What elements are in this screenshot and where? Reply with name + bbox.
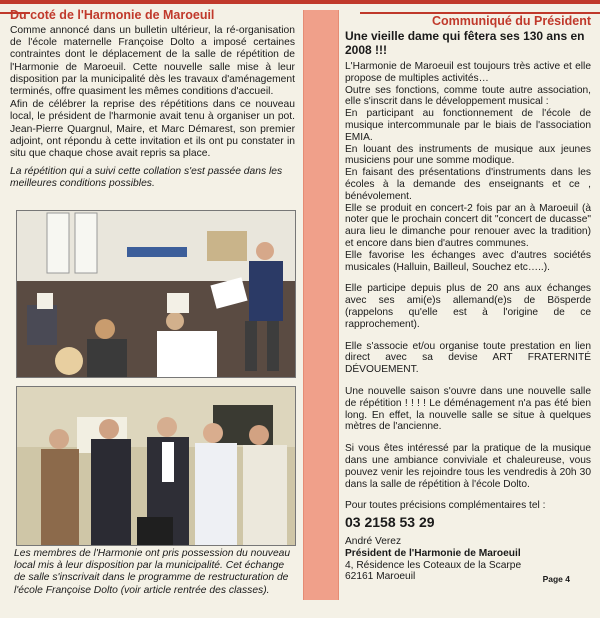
signature-role: Président de l'Harmonie de Maroeuil [345,547,521,559]
left-paragraph-2: Afin de célébrer la reprise des répétitions dans ce nouveau local, le président de l'harmonie avait tenu à organiser un pot. Jean-Pierre Quargnul, Maire, et Marc Démarest, son premier adjoint, ont répondu à cette invitation et ils ont pu constater in situ que chaque chose avait repris sa place. [10,99,295,160]
headline: Une vieille dame qui fêtera ses 130 ans en 2008 !!! [345,29,585,57]
photo-caption-1: La répétition qui a suivi cette collation s'est passée dans les meilleures conditions possibles. [10,166,283,190]
column-separator [303,10,339,600]
right-paragraph-7: Elle favorise les échanges avec d'autres sociétés musicales (Halluin, Bailleul, Souchez etc…..). [345,249,591,273]
right-paragraph-6: Elle se produit en concert-2 fois par an à Maroeuil (à noter que le prochain concert dit "concert de ducasse" aura lieu le dimanche pour renouer avec la tradition) et encore dans bien d'autres communes. [345,202,591,249]
rehearsal-photo [16,210,296,378]
signature-name: André Verez [345,536,402,548]
signature-address-2: 62161 Maroeuil [345,571,416,583]
phone-number: 03 2158 53 29 [345,514,435,531]
photo-caption-2: Les membres de l'Harmonie ont pris possession du nouveau local mis à leur disposition par la municipalité. Cet échange de salle s'inscrivait dans le programme de restructuration de l'école Françoise Dolto (voir article rentrée des classes). [14,548,291,596]
right-column [345,14,591,583]
right-paragraph-5: En faisant des présentations d'instruments dans les écoles à la demande des enseignants et ce , bénévolement. [345,167,591,202]
signature-address-1: 4, Résidence les Coteaux de la Scarpe [345,559,522,571]
members-photo [16,386,296,546]
right-paragraph-2: Outre ses fonctions, comme toute autre association, elle s'inscrit dans le développement musical : [345,84,591,108]
left-title: Du coté de l'Harmonie de Maroeuil [10,8,215,22]
contact-label: Pour toutes précisions complémentaires tel : [345,500,546,512]
right-paragraph-8: Elle participe depuis plus de 20 ans aux échanges avec ses ami(e)s allemand(e)s de Bösperde (rappelons qu'elle est à l'origine de ce rapprochement). [345,283,591,330]
right-paragraph-10: Une nouvelle saison s'ouvre dans une nouvelle salle de répétition ! ! ! ! Le déménagement n'a pas été bien long. En effet, la nouvelle salle se situe à quelques mètres de l'ancienne. [345,385,591,433]
right-paragraph-3: En participant au fonctionnement de l'école de musique intercommunale par le biais de l'association EMIA. [345,108,591,143]
right-paragraph-1: L'Harmonie de Maroeuil est toujours très active et elle propose de multiples activités… [345,61,591,84]
right-paragraph-11: Si vous êtes intéressé par la pratique de la musique dans une ambiance conviviale et chaleureuse, vous pouvez venir les rejoindre tous les vendredis à 20h 30 dans la salle de répétition à l'école Dolto. [345,443,591,490]
left-column [10,2,295,195]
left-paragraph-1: Comme annoncé dans un bulletin ultérieur, la ré-organisation de l'école maternelle Françoise Dolto a imposé certaines contraintes dont le déplacement de la salle de répétition de l'Harmonie de Maroeuil. Cette nouvelle salle mise à leur disposition par la municipalité dès les travaux d'aménagement terminés, offre quasiment les mêmes conditions d'accueil. [10,25,295,98]
right-title: Communiqué du Président [431,14,591,28]
page-number: Page 4 [542,574,570,584]
right-paragraph-9: Elle s'associe et/ou organise toute prestation en lien direct avec sa devise ART FRATERNITÉ DÉVOUEMENT. [345,340,591,376]
right-paragraph-4: En louant des instruments de musique aux jeunes musiciens pour une somme modique. [345,143,591,167]
